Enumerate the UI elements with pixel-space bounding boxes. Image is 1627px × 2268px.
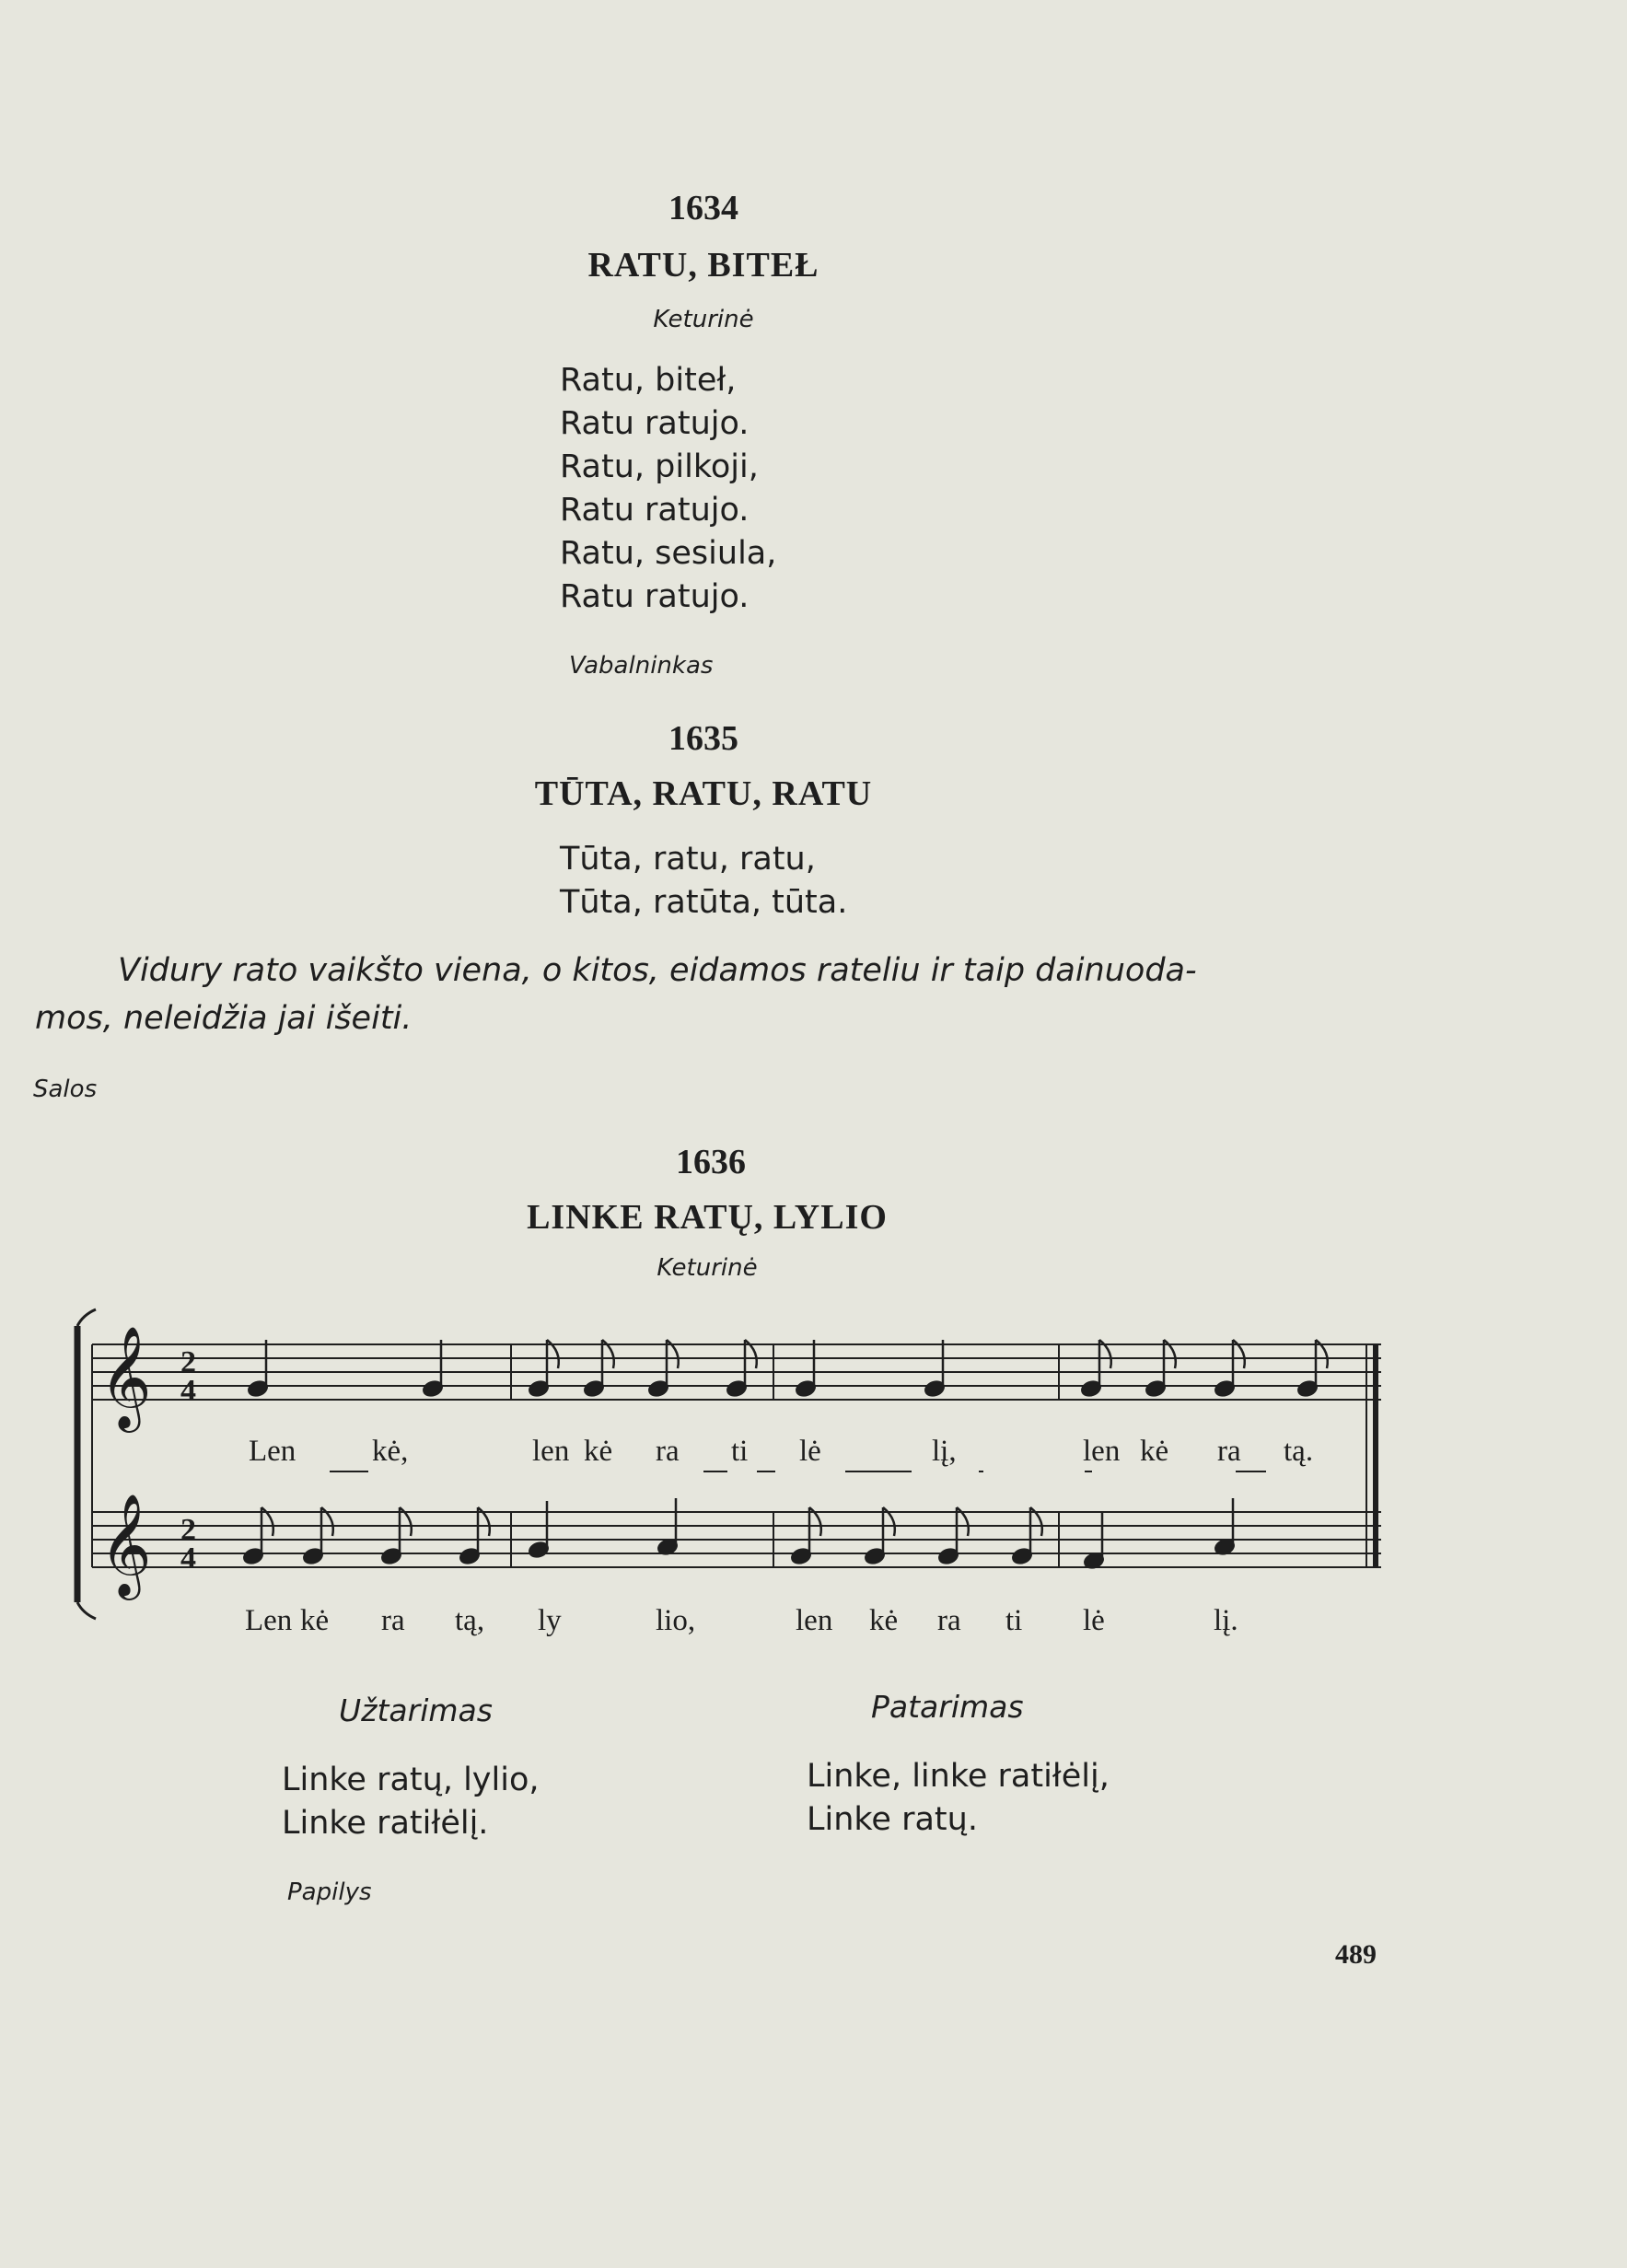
- verse-line: Linke, linke ratiłėlį,: [807, 1758, 1110, 1795]
- section-verse-patarimas: [807, 1755, 1110, 1842]
- lyric-syllable: kė: [1140, 1435, 1169, 1468]
- time-signature-top: 2: [180, 1345, 196, 1379]
- verse-line: Linke ratų, lylio,: [282, 1762, 540, 1798]
- song-verse-1634: [560, 359, 776, 619]
- lyric-syllable: ti: [1005, 1604, 1023, 1637]
- lyric-syllable: len: [1083, 1435, 1121, 1468]
- quarter-note: [1083, 1512, 1105, 1570]
- lyric-syllable: ra: [1217, 1435, 1241, 1468]
- eighth-note: [647, 1340, 679, 1398]
- section-heading-patarimas: Patarimas: [871, 1689, 1024, 1725]
- lyric-syllable: Len: [249, 1435, 296, 1468]
- eighth-note: [242, 1507, 273, 1565]
- lyric-syllable: ly: [538, 1604, 562, 1637]
- lyric-syllable: ra: [381, 1604, 405, 1637]
- eighth-note: [790, 1507, 821, 1565]
- song-subtitle-1636: Keturinė: [657, 1254, 758, 1282]
- lyric-syllable: ra: [937, 1604, 961, 1637]
- description-line: Vidury rato vaikšto viena, o kitos, eidamos rateliu ir taip dainuoda-: [118, 952, 1197, 989]
- song-number-1635: 1635: [668, 719, 738, 758]
- verse-line: Tūta, ratu, ratu,: [560, 841, 816, 878]
- eighth-note: [302, 1507, 333, 1565]
- verse-line: Ratu, biteł,: [560, 362, 737, 399]
- lyric-syllable: len: [796, 1604, 833, 1637]
- eighth-note: [1011, 1507, 1042, 1565]
- page-number: 489: [1335, 1939, 1377, 1970]
- quarter-note: [657, 1498, 679, 1556]
- lyric-syllable: tą,: [455, 1604, 485, 1637]
- verse-line: Linke ratiłėlį.: [282, 1805, 489, 1842]
- quarter-note: [1214, 1498, 1236, 1556]
- quarter-note: [528, 1501, 550, 1559]
- song-number-1634: 1634: [668, 189, 738, 227]
- verse-line: Ratu, pilkoji,: [560, 448, 759, 485]
- lyric-syllable: kė: [869, 1604, 899, 1637]
- quarter-note: [422, 1340, 444, 1398]
- verse-line: Ratu ratujo.: [560, 578, 750, 615]
- eighth-note: [528, 1340, 559, 1398]
- eighth-note: [459, 1507, 490, 1565]
- lyric-syllable: ti: [731, 1435, 749, 1468]
- lyric-syllable: lį.: [1214, 1604, 1238, 1637]
- lyric-syllable: Len: [245, 1604, 293, 1637]
- verse-line: Ratu ratujo.: [560, 405, 750, 442]
- verse-line: Ratu, sesiula,: [560, 535, 777, 572]
- eighth-note: [864, 1507, 895, 1565]
- time-signature-bottom: 4: [180, 1374, 196, 1408]
- eighth-note: [1145, 1340, 1176, 1398]
- eighth-note: [380, 1507, 412, 1565]
- lyric-syllable: lį,: [932, 1435, 957, 1468]
- lyric-syllable: kė: [584, 1435, 613, 1468]
- song-verse-1635: [560, 838, 847, 925]
- eighth-note: [1214, 1340, 1245, 1398]
- quarter-note: [247, 1340, 269, 1398]
- time-signature-top: 2: [180, 1513, 196, 1547]
- section-verse-uztarimas: [282, 1759, 540, 1845]
- song-subtitle-1634: Keturinė: [653, 306, 754, 333]
- quarter-note: [924, 1340, 946, 1398]
- eighth-note: [726, 1340, 757, 1398]
- lyric-syllable: ra: [656, 1435, 680, 1468]
- verse-line: Linke ratų.: [807, 1801, 978, 1838]
- quarter-note: [795, 1340, 817, 1398]
- eighth-note: [1080, 1340, 1111, 1398]
- song-title-1634: RATU, BITEŁ: [587, 246, 819, 285]
- lyric-syllable: len: [532, 1435, 570, 1468]
- song-place-1634: Vabalninkas: [569, 652, 714, 680]
- lyric-syllable: lė: [1083, 1604, 1105, 1637]
- lyric-syllable: kė: [300, 1604, 330, 1637]
- song-title-1635: TŪTA, RATU, RATU: [534, 774, 873, 813]
- eighth-note: [937, 1507, 969, 1565]
- song-number-1636: 1636: [676, 1143, 746, 1181]
- eighth-note: [1296, 1340, 1328, 1398]
- treble-clef-icon: 𝄞: [99, 1325, 152, 1428]
- lyric-syllable: tą.: [1284, 1435, 1314, 1468]
- eighth-note: [583, 1340, 614, 1398]
- lyric-syllable: lė: [799, 1435, 821, 1468]
- song-place-1635: Salos: [33, 1076, 98, 1103]
- section-heading-uztarimas: Užtarimas: [339, 1692, 493, 1728]
- lyric-syllable: kė,: [372, 1435, 409, 1468]
- description-line: mos, neleidžia jai išeiti.: [35, 1000, 413, 1037]
- song-title-1636: LINKE RATŲ, LYLIO: [527, 1198, 888, 1237]
- lyric-syllable: lio,: [656, 1604, 696, 1637]
- verse-line: Ratu ratujo.: [560, 492, 750, 529]
- song-description-1635: [35, 947, 1389, 1042]
- time-signature-bottom: 4: [180, 1541, 196, 1576]
- song-place-1636: Papilys: [287, 1878, 372, 1906]
- treble-clef-icon: 𝄞: [99, 1493, 152, 1596]
- verse-line: Tūta, ratūta, tūta.: [560, 884, 848, 921]
